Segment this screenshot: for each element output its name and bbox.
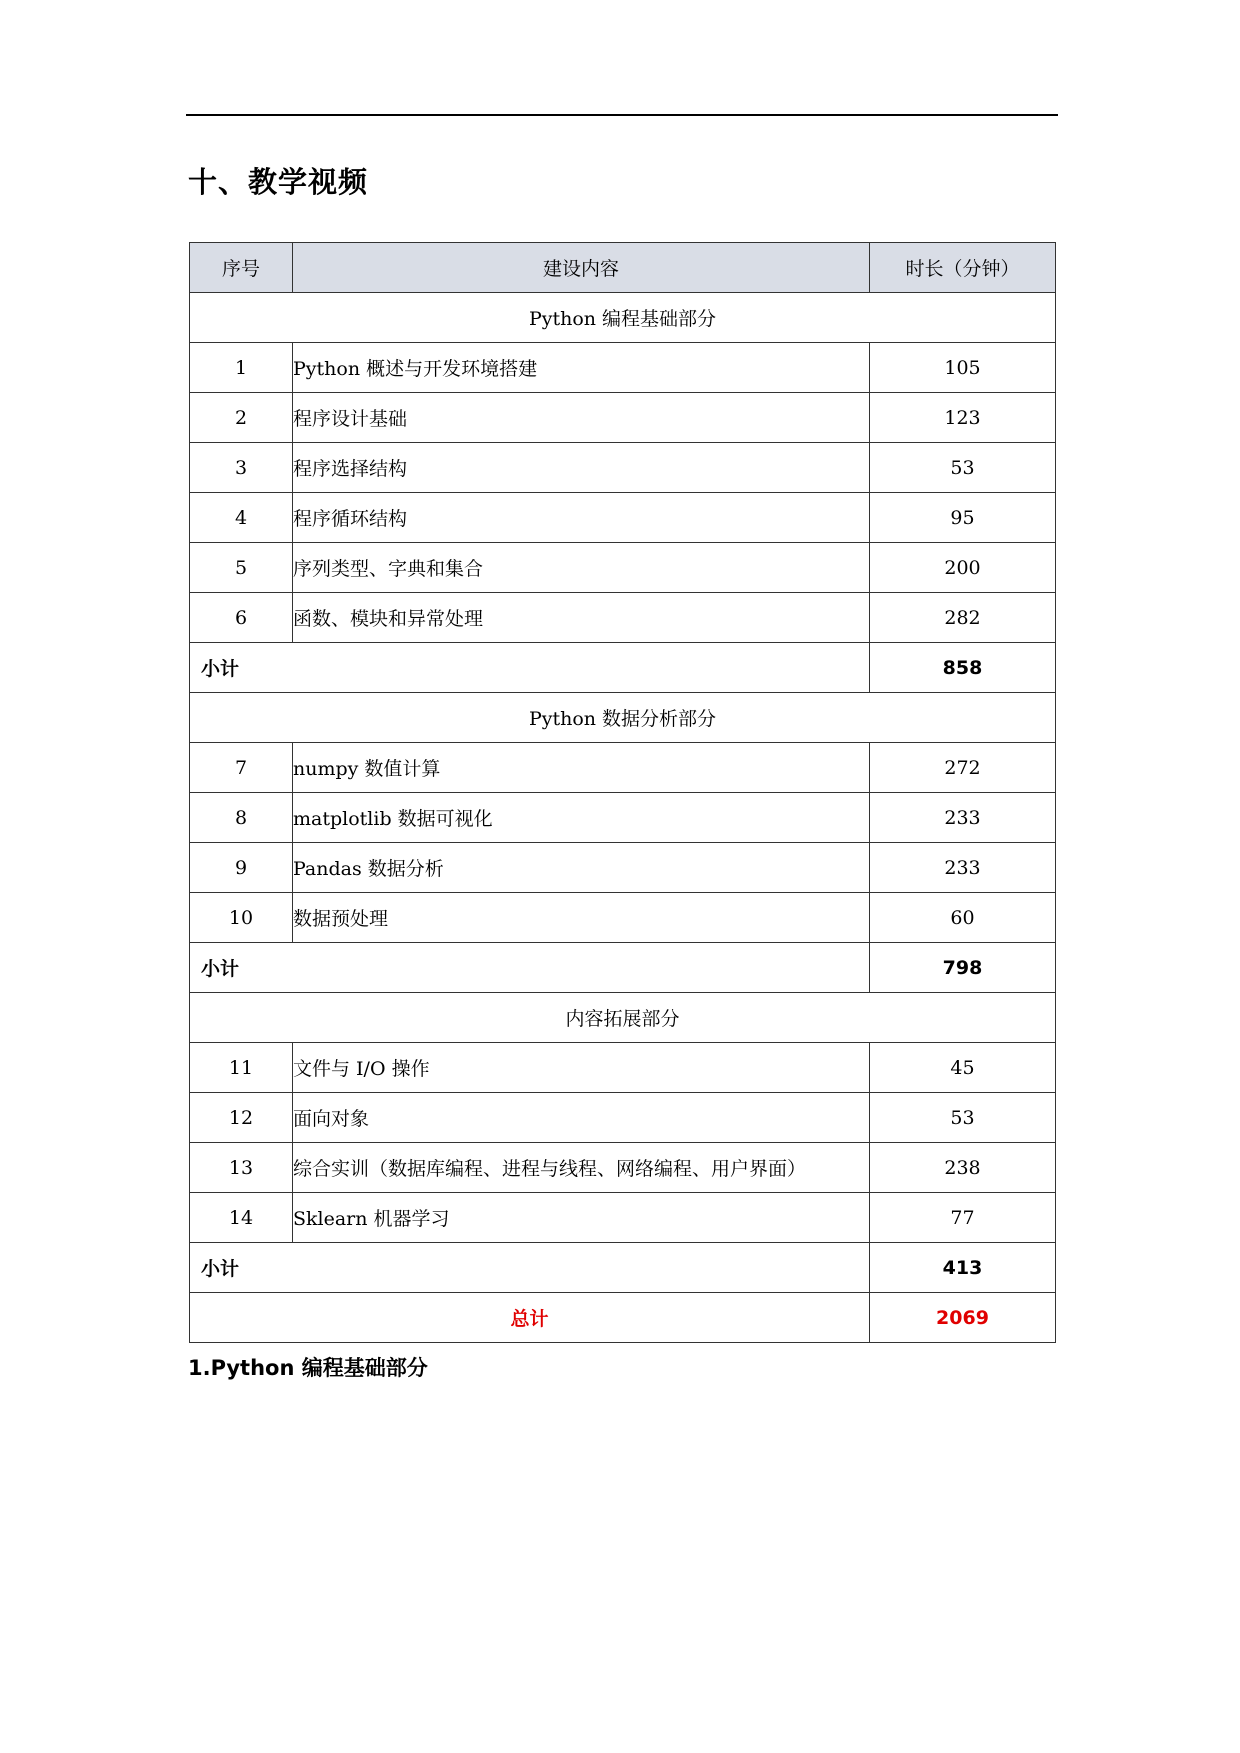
- total-label: 总计: [190, 1293, 870, 1343]
- row-number: 4: [190, 493, 293, 543]
- section-title: 十、教学视频: [188, 165, 369, 199]
- table-row: [190, 493, 1056, 543]
- total-row: [190, 1293, 1056, 1343]
- row-content: 程序设计基础: [293, 393, 870, 443]
- total-value: 2069: [870, 1293, 1056, 1343]
- row-content: 程序选择结构: [293, 443, 870, 493]
- row-minutes: 282: [870, 593, 1056, 643]
- row-content: 程序循环结构: [293, 493, 870, 543]
- row-number: 7: [190, 743, 293, 793]
- row-content: numpy 数值计算: [293, 743, 870, 793]
- row-content: Sklearn 机器学习: [293, 1193, 870, 1243]
- row-number: 1: [190, 343, 293, 393]
- table-header-row: [190, 243, 1056, 293]
- row-number: 6: [190, 593, 293, 643]
- row-minutes: 123: [870, 393, 1056, 443]
- table-row: [190, 593, 1056, 643]
- table-row: [190, 393, 1056, 443]
- header-duration: 时长（分钟）: [870, 243, 1056, 293]
- header-index: 序号: [190, 243, 293, 293]
- subtotal-label: 小计: [190, 1243, 870, 1293]
- row-minutes: 53: [870, 443, 1056, 493]
- subtotal-row: [190, 943, 1056, 993]
- section-title-cell: Python 编程基础部分: [190, 293, 1056, 343]
- row-content: Pandas 数据分析: [293, 843, 870, 893]
- table-row: [190, 1093, 1056, 1143]
- section-title-row: [190, 693, 1056, 743]
- section-title-cell: 内容拓展部分: [190, 993, 1056, 1043]
- header-content: 建设内容: [293, 243, 870, 293]
- row-minutes: 233: [870, 843, 1056, 893]
- row-content: Python 概述与开发环境搭建: [293, 343, 870, 393]
- row-minutes: 272: [870, 743, 1056, 793]
- row-number: 13: [190, 1143, 293, 1193]
- row-content: 函数、模块和异常处理: [293, 593, 870, 643]
- row-number: 5: [190, 543, 293, 593]
- row-number: 2: [190, 393, 293, 443]
- row-minutes: 60: [870, 893, 1056, 943]
- row-minutes: 105: [870, 343, 1056, 393]
- row-minutes: 95: [870, 493, 1056, 543]
- row-number: 9: [190, 843, 293, 893]
- table-row: [190, 743, 1056, 793]
- row-minutes: 233: [870, 793, 1056, 843]
- row-minutes: 45: [870, 1043, 1056, 1093]
- row-minutes: 200: [870, 543, 1056, 593]
- section-title-row: [190, 293, 1056, 343]
- table-row: [190, 893, 1056, 943]
- subtotal-label: 小计: [190, 643, 870, 693]
- subtotal-row: [190, 1243, 1056, 1293]
- table-row: [190, 443, 1056, 493]
- section-title-cell: Python 数据分析部分: [190, 693, 1056, 743]
- row-content: 序列类型、字典和集合: [293, 543, 870, 593]
- row-number: 3: [190, 443, 293, 493]
- table-row: [190, 1143, 1056, 1193]
- section-title-row: [190, 993, 1056, 1043]
- row-content: 综合实训（数据库编程、进程与线程、网络编程、用户界面）: [293, 1143, 870, 1193]
- row-number: 10: [190, 893, 293, 943]
- row-content: 数据预处理: [293, 893, 870, 943]
- table-row: [190, 843, 1056, 893]
- row-minutes: 77: [870, 1193, 1056, 1243]
- table-row: [190, 1193, 1056, 1243]
- row-number: 12: [190, 1093, 293, 1143]
- row-content: 面向对象: [293, 1093, 870, 1143]
- subtotal-value: 798: [870, 943, 1056, 993]
- subtotal-value: 413: [870, 1243, 1056, 1293]
- table-row: [190, 1043, 1056, 1093]
- row-number: 11: [190, 1043, 293, 1093]
- sub-heading: 1.Python 编程基础部分: [188, 1356, 428, 1380]
- row-number: 14: [190, 1193, 293, 1243]
- subtotal-label: 小计: [190, 943, 870, 993]
- row-number: 8: [190, 793, 293, 843]
- subtotal-value: 858: [870, 643, 1056, 693]
- row-content: matplotlib 数据可视化: [293, 793, 870, 843]
- row-content: 文件与 I/O 操作: [293, 1043, 870, 1093]
- subtotal-row: [190, 643, 1056, 693]
- table-row: [190, 343, 1056, 393]
- row-minutes: 238: [870, 1143, 1056, 1193]
- table-row: [190, 793, 1056, 843]
- teaching-video-table: [189, 242, 1056, 1343]
- row-minutes: 53: [870, 1093, 1056, 1143]
- header-rule: [186, 114, 1058, 116]
- table-row: [190, 543, 1056, 593]
